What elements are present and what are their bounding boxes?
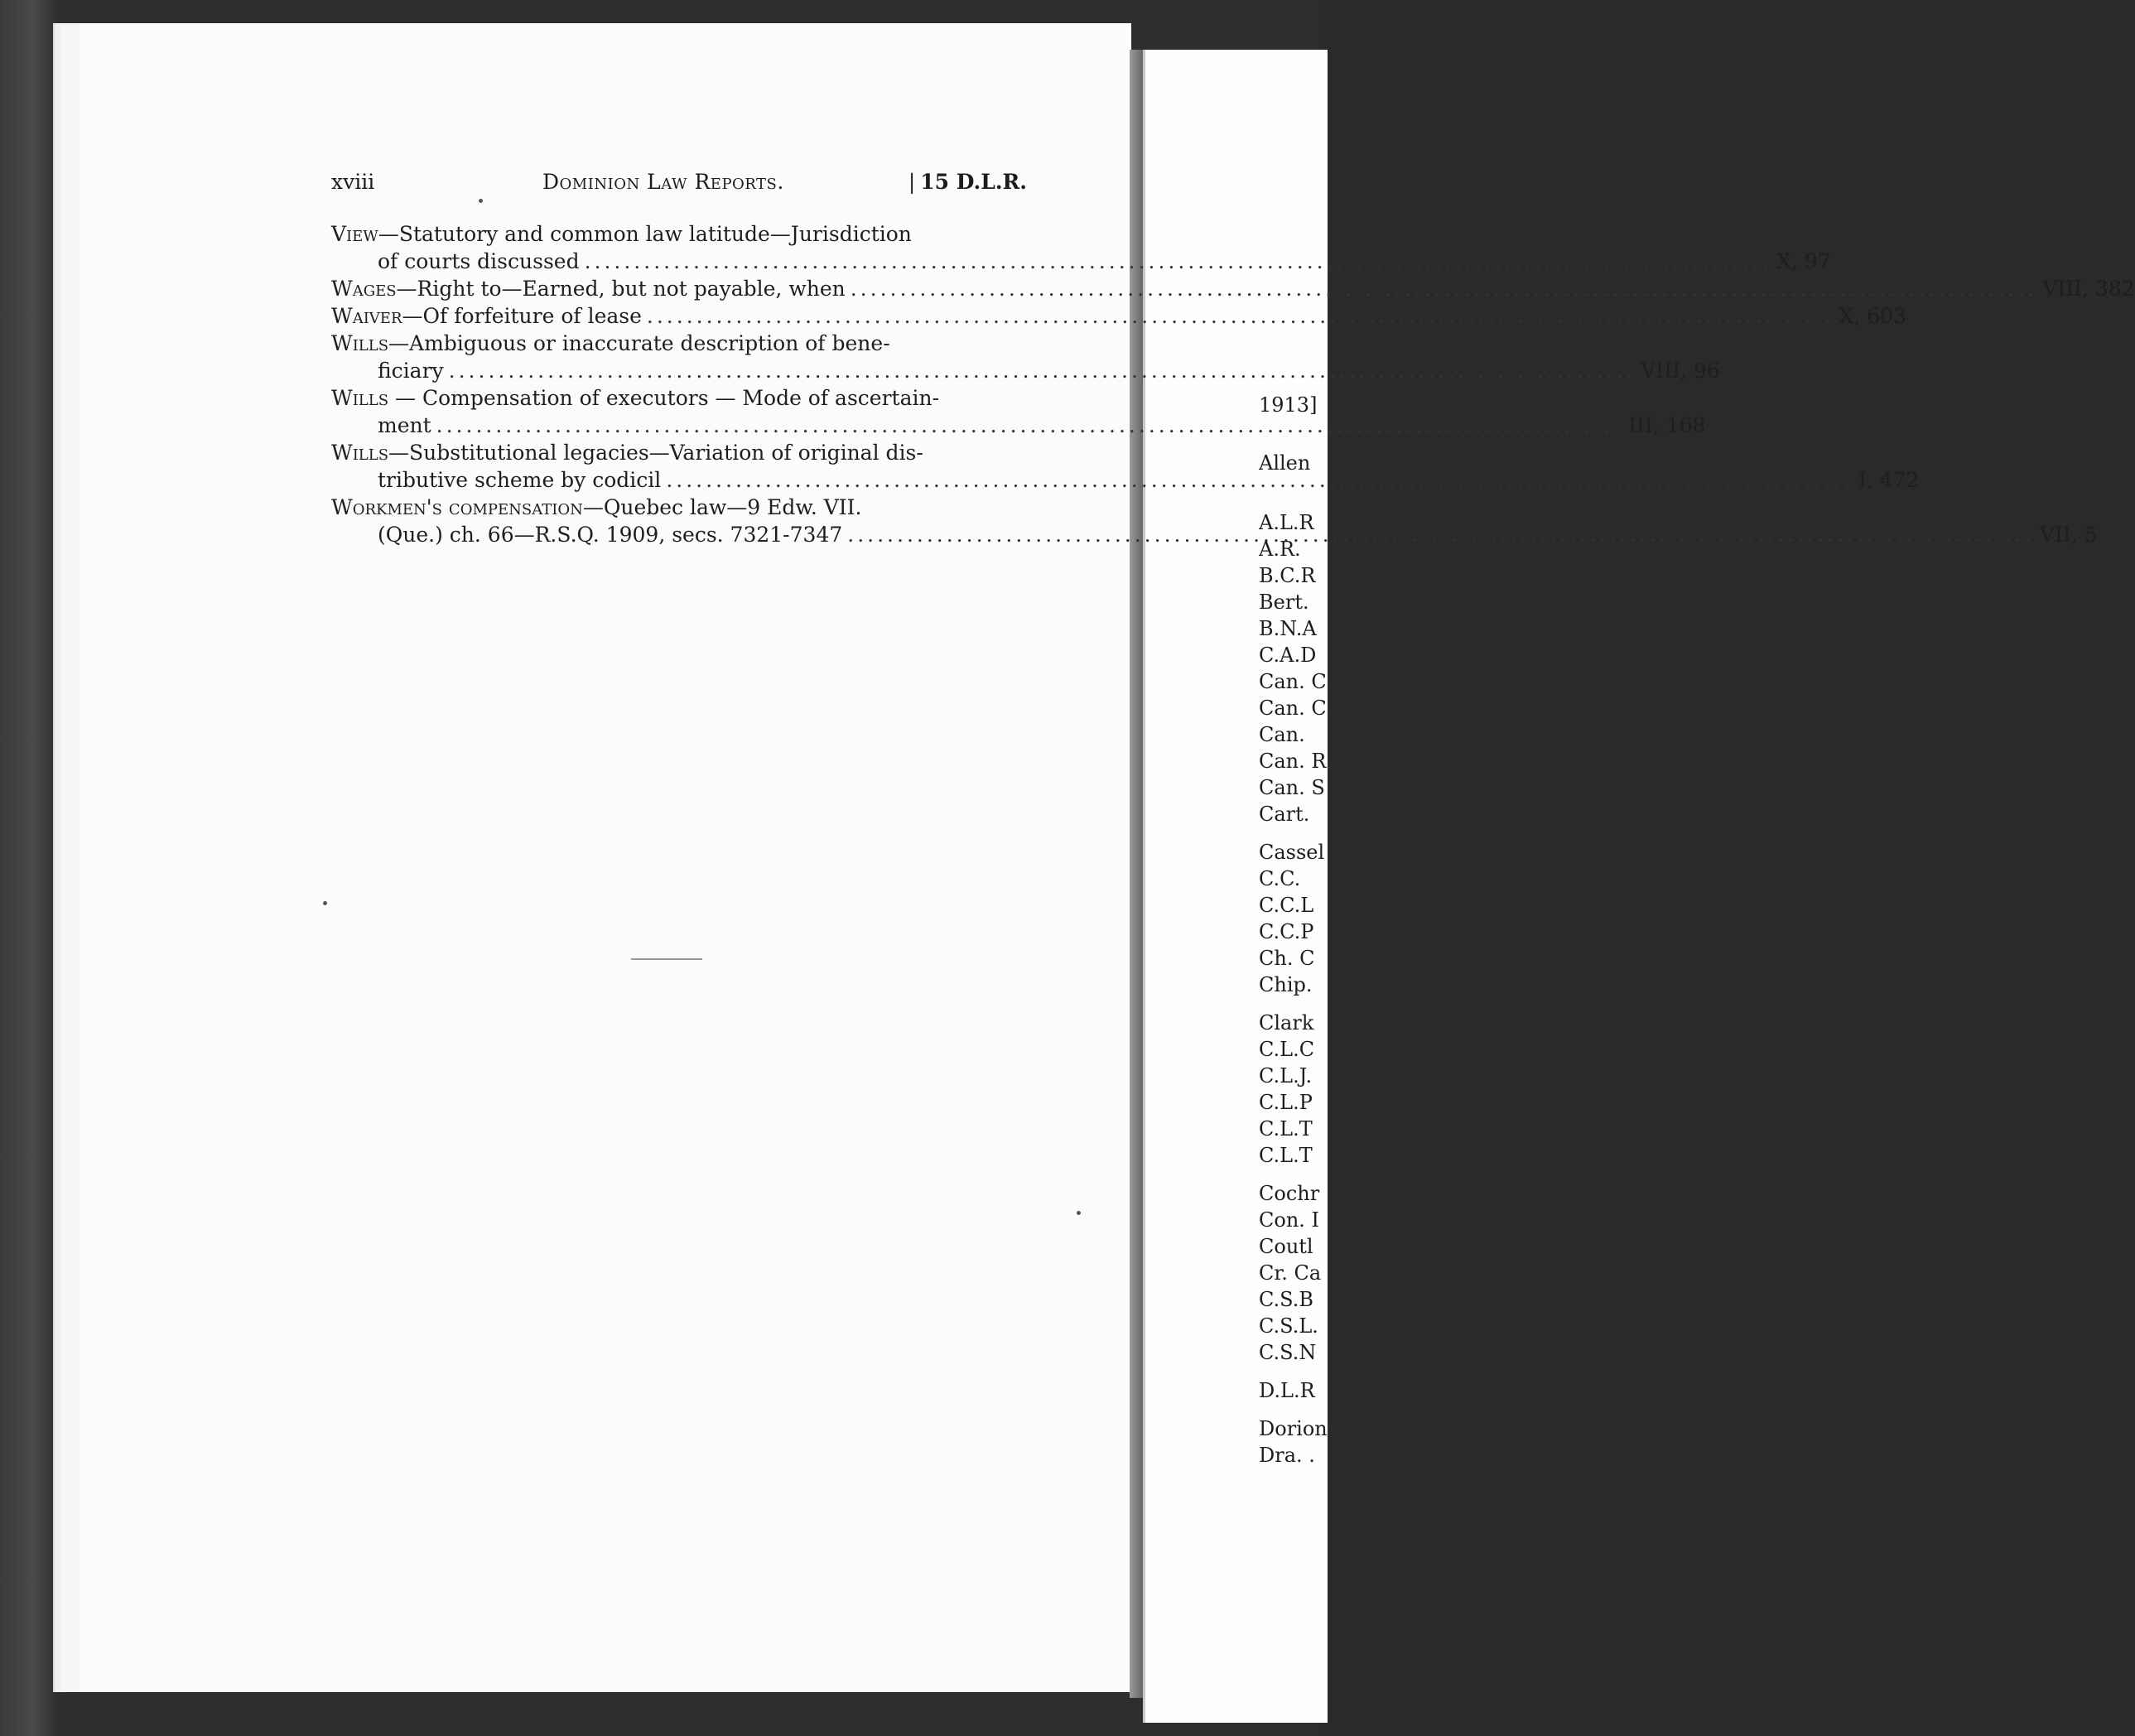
index-entry bbox=[331, 275, 2135, 302]
entry-text: ment bbox=[378, 413, 431, 437]
entry-text: ficiary bbox=[378, 359, 444, 383]
right-page-item: Cochr bbox=[1259, 1182, 1320, 1205]
right-page-item: D.L.R bbox=[1259, 1379, 1315, 1402]
scan-rule bbox=[631, 958, 702, 960]
right-page-item: Chip. bbox=[1259, 973, 1313, 996]
entry-text: (Que.) ch. 66—R.S.Q. 1909, secs. 7321-7347 bbox=[378, 523, 843, 547]
page-header bbox=[331, 170, 1027, 203]
right-page-item: C.A.D bbox=[1259, 644, 1317, 667]
volume-bar: | bbox=[908, 170, 916, 194]
entry-text: —Quebec law—9 Edw. VII. bbox=[582, 495, 862, 519]
right-page-item: Dra. . bbox=[1259, 1444, 1315, 1467]
leader-dots bbox=[847, 521, 2035, 548]
right-page-item: C.L.T bbox=[1259, 1117, 1313, 1140]
right-page-item: C.S.L. bbox=[1259, 1314, 1318, 1338]
entry-term: Wills bbox=[331, 331, 389, 355]
right-page-index bbox=[1259, 393, 1328, 1570]
entry-text: —Right to—Earned, but not payable, when bbox=[396, 277, 846, 301]
leader-dots bbox=[436, 412, 1624, 439]
right-page-item: Cart. bbox=[1259, 803, 1310, 826]
index-entry bbox=[331, 330, 1720, 384]
entry-text: —Substitutional legacies—Variation of original dis- bbox=[388, 441, 923, 465]
entry-reference: VIII, 96 bbox=[1641, 359, 1720, 383]
right-page-header: 1913] bbox=[1259, 393, 1318, 417]
entry-line bbox=[331, 384, 1027, 412]
right-page-item: Con. I bbox=[1259, 1208, 1320, 1232]
right-page-item: C.S.N bbox=[1259, 1341, 1317, 1364]
entry-text: —Of forfeiture of lease bbox=[402, 304, 642, 328]
right-page-item: A.R. bbox=[1259, 538, 1301, 561]
right-page-item: C.C.L bbox=[1259, 894, 1314, 917]
right-page-item: C.L.P bbox=[1259, 1091, 1313, 1114]
scan-speck bbox=[323, 901, 327, 905]
right-page-item: Clark bbox=[1259, 1011, 1314, 1034]
volume-text: 15 D.L.R. bbox=[920, 170, 1027, 194]
entry-term: Waiver bbox=[331, 304, 402, 328]
entry-reference: X, 97 bbox=[1776, 249, 1831, 273]
entry-text: —Statutory and common law latitude—Jurisdiction bbox=[378, 222, 912, 246]
running-title: Dominion Law Reports. bbox=[542, 170, 784, 194]
right-page-item: Cr. Ca bbox=[1259, 1261, 1322, 1285]
right-page-item: Bert. bbox=[1259, 591, 1309, 614]
right-page-item: B.C.R bbox=[1259, 564, 1316, 587]
leader-dots bbox=[647, 302, 1834, 330]
entry-term: Wills bbox=[331, 386, 389, 410]
entry-line bbox=[331, 330, 1027, 357]
entry-text: —Ambiguous or inaccurate description of bene- bbox=[388, 331, 890, 355]
entry-reference: VII, 5 bbox=[2039, 523, 2098, 547]
entry-line bbox=[331, 220, 1027, 248]
right-page-item: Can. C bbox=[1259, 670, 1327, 693]
entry-last-line bbox=[331, 302, 1906, 330]
leader-dots bbox=[449, 357, 1636, 384]
leader-dots bbox=[585, 248, 1772, 275]
entry-term: View bbox=[331, 222, 378, 246]
entry-reference: X, 603 bbox=[1839, 304, 1906, 328]
right-page-item: Can. S bbox=[1259, 776, 1325, 799]
index-entry bbox=[331, 220, 1831, 275]
scan-speck bbox=[479, 199, 483, 203]
right-page-item: Allen bbox=[1259, 451, 1311, 475]
entry-last-line bbox=[331, 248, 1831, 275]
index-entry bbox=[331, 302, 1906, 330]
volume-label bbox=[908, 170, 1027, 194]
entry-text: tributive scheme by codicil bbox=[378, 468, 662, 492]
entry-last-line bbox=[331, 357, 1720, 384]
right-page-item: C.L.T bbox=[1259, 1144, 1313, 1167]
entry-reference: III, 168 bbox=[1628, 413, 1706, 437]
right-page-item: Can. bbox=[1259, 723, 1305, 746]
right-page-item: Dorion bbox=[1259, 1417, 1328, 1440]
right-page-item: C.C. bbox=[1259, 867, 1301, 890]
entry-reference: VIII, 382 bbox=[2042, 277, 2135, 301]
right-page-item: C.C.P bbox=[1259, 920, 1314, 943]
entry-last-line bbox=[331, 466, 1920, 494]
right-page-item: C.L.J. bbox=[1259, 1064, 1313, 1087]
page-number: xviii bbox=[331, 170, 375, 194]
right-page-item: C.S.B bbox=[1259, 1288, 1313, 1311]
right-page-item: B.N.A bbox=[1259, 617, 1317, 640]
entry-reference: I, 472 bbox=[1858, 468, 1920, 492]
entry-term: Wills bbox=[331, 441, 389, 465]
entry-term: Wages bbox=[331, 277, 397, 301]
entry-last-line bbox=[331, 275, 2135, 302]
scan-speck bbox=[1077, 1211, 1081, 1215]
entry-line bbox=[331, 494, 1027, 521]
right-page-item: Can. R bbox=[1259, 750, 1327, 773]
right-page-item: Coutl bbox=[1259, 1235, 1313, 1258]
entry-line bbox=[331, 439, 1027, 466]
leader-dots bbox=[851, 275, 2038, 302]
right-page-item: Can. C bbox=[1259, 697, 1327, 720]
right-page-item: C.L.C bbox=[1259, 1038, 1315, 1061]
entry-last-line bbox=[331, 412, 1706, 439]
entry-term: Workmen's compensation bbox=[331, 495, 583, 519]
right-page-item: Cassel bbox=[1259, 841, 1325, 864]
right-page-item: Ch. C bbox=[1259, 947, 1315, 970]
entry-text: of courts discussed bbox=[378, 249, 580, 273]
entry-text: — Compensation of executors — Mode of ascertain- bbox=[388, 386, 940, 410]
right-page-item: A.L.R bbox=[1259, 511, 1314, 534]
